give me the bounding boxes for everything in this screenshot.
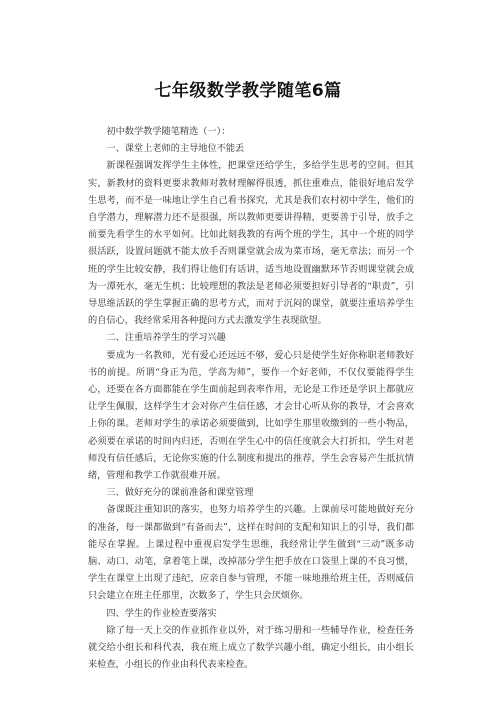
section-heading-3: 三、做好充分的课前准备和课堂管理: [106, 487, 254, 499]
section-heading-1: 一、课堂上老师的主导地位不能丢: [106, 143, 245, 155]
section-intro: 初中数学教学随笔精选（一）：: [106, 126, 231, 137]
body-paragraph: 要成为一名教师，光有爱心还远远不够，爱心只是使学生好你称职老师教好书的前提。所谓“身正为范，学高为师”，要作一个好老师，不仅仅要能得学生心，还要在各方面都能在学生面前起到表率作用，无论是工作还是学识上都就应让学生佩服，这样学生才会对你产生信任感，才会甘心听从你的教导，才会喜欢上你的课。老师对学生的承诺必须要做到，比如学生那里收缴到的一些小物品，必须要在承诺的时间内归还，否则在学生心中的信任度就会大打折扣，学生对老师没有信任感后，无论你实施的什么制度和提出的推荐，学生会容易产生抵抗情绪，管理和教学工作就很难开展。: [88, 349, 414, 482]
section-heading-2: 二、注重培养学生的学习兴趣: [106, 332, 226, 344]
document-title: 七年级数学教学随笔6篇: [154, 81, 342, 101]
body-paragraph: 备课既注重知识的落实，也努力培养学生的兴趣。上课前尽可能地做好充分的准备，每一课都做到“有备而去”，这样在时间的支配和知识上的引导，我们都能尽在掌握。上课过程中重视启发学生思维，我经常让学生做到“三动”既多动脑、动口、动笔，拿着笔上课，改掉部分学生把手放在口袋里上课的不良习惯，学生在课堂上出现了违纪，应亲自参与管理，不能一味地推给班主任，否则威信只会建立在班主任那里，次数多了，学生只会厌烦你。: [88, 504, 414, 602]
body-paragraph: 除了每一天上交的作业抓作业以外，对于练习册和一些辅导作业，检查任务就交给小组长和科代表，我在班上成立了数学兴趣小组，确定小组长，由小组长来检查，小组长的作业由科代表来检查。: [88, 624, 414, 671]
section-heading-4: 四、学生的作业检查要落实: [106, 607, 217, 619]
body-paragraph: 新课程强调发挥学生主体性，把课堂还给学生，多给学生思考的空间。但其实，新教材的资料更要求教师对教材理解得很透，抓住重难点，能很好地启发学生思考，而不是一味地让学生自己看书探究，尤其是我们农村初中学生，他们的自学潜力，理解潜力还不是很强，所以教师更要讲得精，更要善于引导，放手之前要先看学生的水平如何。比如此刻我教的有两个班的学生，其中一个班的同学很活跃，设置问题就不能太放手否则课堂就会成为菜市场，毫无章法；而另一个班的学生比较安静，我们得让他们有话讲，适当地设置幽默环节否则课堂就会成为一潭死水，毫无生机；比较理想的教法是老师必须要担好引导者的“职责”，引导思维活跃的学生掌握正确的思考方式，而对于沉闷的课堂，就要注重培养学生的自信心，我经常采用各种提问方式去激发学生表现欲望。: [88, 160, 414, 327]
document-body: [88, 123, 414, 674]
